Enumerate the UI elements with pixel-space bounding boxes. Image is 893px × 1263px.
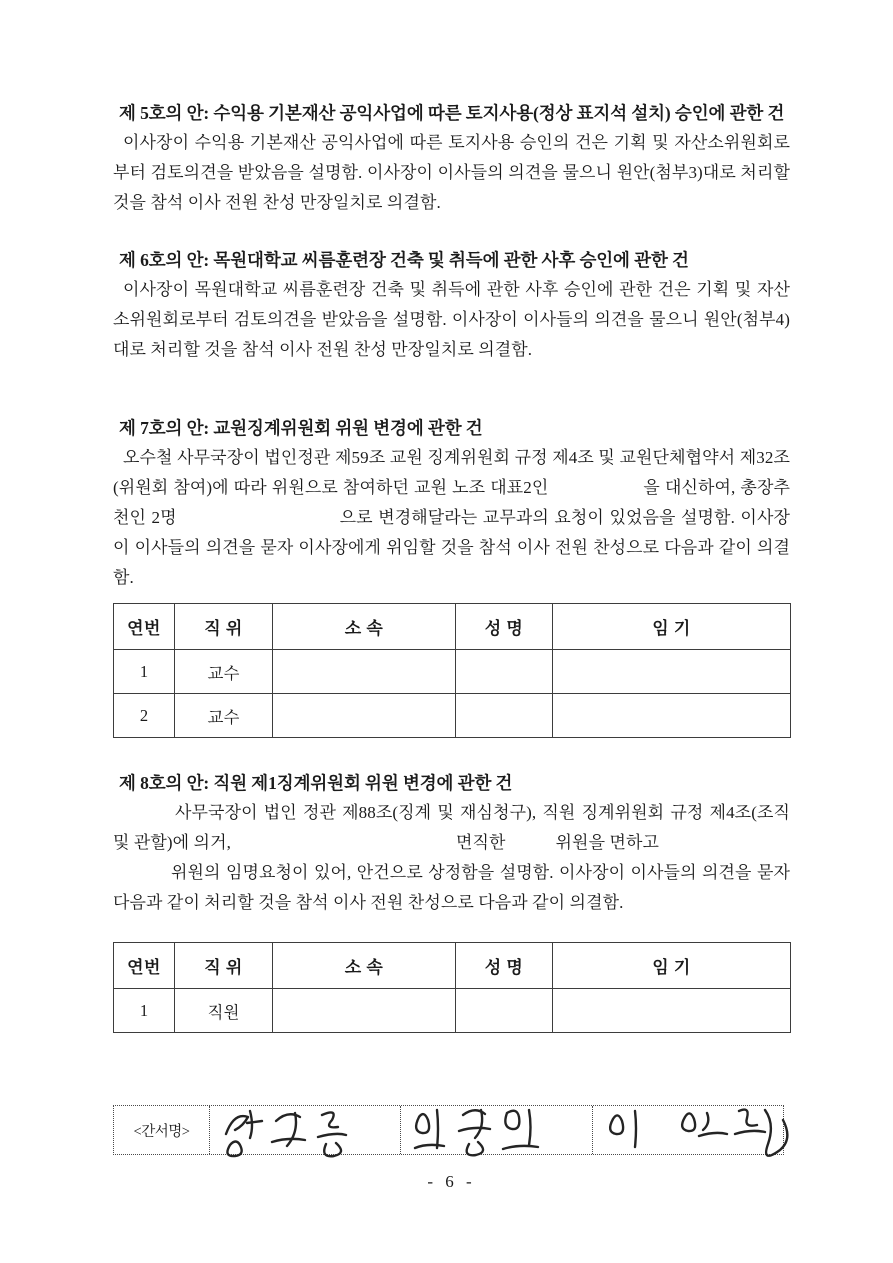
- cell-position: 직원: [175, 989, 273, 1033]
- header-name: 성 명: [456, 604, 553, 650]
- cell-affiliation: [273, 989, 456, 1033]
- header-position: 직 위: [175, 604, 273, 650]
- staff-committee-table: [113, 942, 791, 1033]
- agenda-7-text-2: 을 대신하여, 총장추천인 2명: [113, 478, 790, 527]
- agenda-8-heading: 제 8호의 안: 직원 제1징계위원회 위원 변경에 관한 건: [119, 773, 513, 793]
- cell-serial: 1: [114, 650, 175, 694]
- redacted-blank: [231, 846, 456, 848]
- cell-term: [553, 694, 791, 738]
- cell-name: [456, 650, 553, 694]
- cell-serial: 2: [114, 694, 175, 738]
- cell-position: 교수: [175, 650, 273, 694]
- agenda-8-text-3: 위원을 면하고: [555, 833, 660, 852]
- cell-name: [456, 989, 553, 1033]
- signature-3: [593, 1106, 783, 1154]
- redacted-blank: [548, 491, 643, 493]
- header-term: 임 기: [553, 604, 791, 650]
- redacted-blank: [506, 846, 556, 848]
- agenda-6-heading: 제 6호의 안: 목원대학교 씨름훈련장 건축 및 취득에 관한 사후 승인에 관한 건: [119, 250, 689, 270]
- agenda-5-body: 이사장이 수익용 기본재산 공익사업에 따른 토지사용 승인의 건은 기획 및 자산소위원회로부터 검토의견을 받았음을 설명함. 이사장이 이사들의 의견을 물으니 원안(첨부3)대로 처리할 것을 참석 이사 전원 찬성 만장일치로 의결함.: [113, 133, 790, 212]
- header-position: 직 위: [175, 943, 273, 989]
- interleaf-signature-box: [113, 1105, 784, 1155]
- agenda-7-text-3: 으로 변경해달라는 교무과의 요청이 있었음을 설명함. 이사장이 이사들의 의견을 묻자 이사장에게 위임할 것을 참석 이사 전원 찬성으로 다음과 같이 의결함.: [113, 508, 790, 587]
- cell-name: [456, 694, 553, 738]
- cell-position: 교수: [175, 694, 273, 738]
- agenda-7-body: [113, 443, 790, 593]
- cell-affiliation: [273, 694, 456, 738]
- agenda-6-body: 이사장이 목원대학교 씨름훈련장 건축 및 취득에 관한 사후 승인에 관한 건은 기획 및 자산소위원회로부터 검토의견을 받았음을 설명함. 이사장이 이사들의 의견을 물으니 원안(첨부4)대로 처리할 것을 참석 이사 전원 찬성 만장일치로 의결함.: [113, 280, 790, 359]
- agenda-8-body-b: 위원의 임명요청이 있어, 안건으로 상정함을 설명함. 이사장이 이사들의 의견을 묻자 다음과 같이 처리할 것을 참석 이사 전원 찬성으로 다음과 같이 의결함.: [113, 863, 790, 912]
- header-serial: 연번: [114, 943, 175, 989]
- signature-box-label: <간서명>: [114, 1106, 210, 1154]
- table-row: [114, 989, 791, 1033]
- agenda-section-6: [113, 245, 790, 365]
- table-header-row: [114, 604, 791, 650]
- table-row: [114, 694, 791, 738]
- table-header-row: [114, 943, 791, 989]
- table-row: [114, 650, 791, 694]
- header-affiliation: 소 속: [273, 604, 456, 650]
- header-term: 임 기: [553, 943, 791, 989]
- header-affiliation: 소 속: [273, 943, 456, 989]
- agenda-section-7: [113, 413, 790, 593]
- teacher-committee-table: [113, 603, 791, 738]
- signature-1: [210, 1106, 401, 1154]
- agenda-7-heading: 제 7호의 안: 교원징계위원회 위원 변경에 관한 건: [119, 418, 483, 438]
- handwritten-signature-icon: [210, 1102, 405, 1162]
- agenda-8-body-a: [113, 798, 790, 858]
- cell-affiliation: [273, 650, 456, 694]
- handwritten-signature-icon: [401, 1102, 591, 1162]
- cell-term: [553, 650, 791, 694]
- agenda-5-heading: 제 5호의 안: 수익용 기본재산 공익사업에 따른 토지사용(정상 표지석 설치) 승인에 관한 건: [119, 103, 785, 123]
- page-number: - 6 -: [427, 1172, 476, 1191]
- agenda-8-text-2: 면직한: [455, 833, 506, 852]
- signature-2: [401, 1106, 592, 1154]
- cell-term: [553, 989, 791, 1033]
- redacted-blank: [177, 521, 340, 523]
- agenda-section-5: [113, 98, 790, 218]
- agenda-section-8: [113, 768, 790, 918]
- header-serial: 연번: [114, 604, 175, 650]
- handwritten-signature-icon: [593, 1102, 783, 1162]
- agenda-8-text-1: 사무국장이 법인 정관 제88조(징계 및 재심청구), 직원 징계위원회 규정 제4조(조직 및 관할)에 의거,: [113, 803, 790, 852]
- agenda-7-text-1: 오수철 사무국장이 법인정관 제59조 교원 징계위원회 규정 제4조 및 교원단체협약서 제32조(위원회 참여)에 따라 위원으로 참여하던 교원 노조 대표2인: [113, 448, 790, 497]
- cell-serial: 1: [114, 989, 175, 1033]
- header-name: 성 명: [456, 943, 553, 989]
